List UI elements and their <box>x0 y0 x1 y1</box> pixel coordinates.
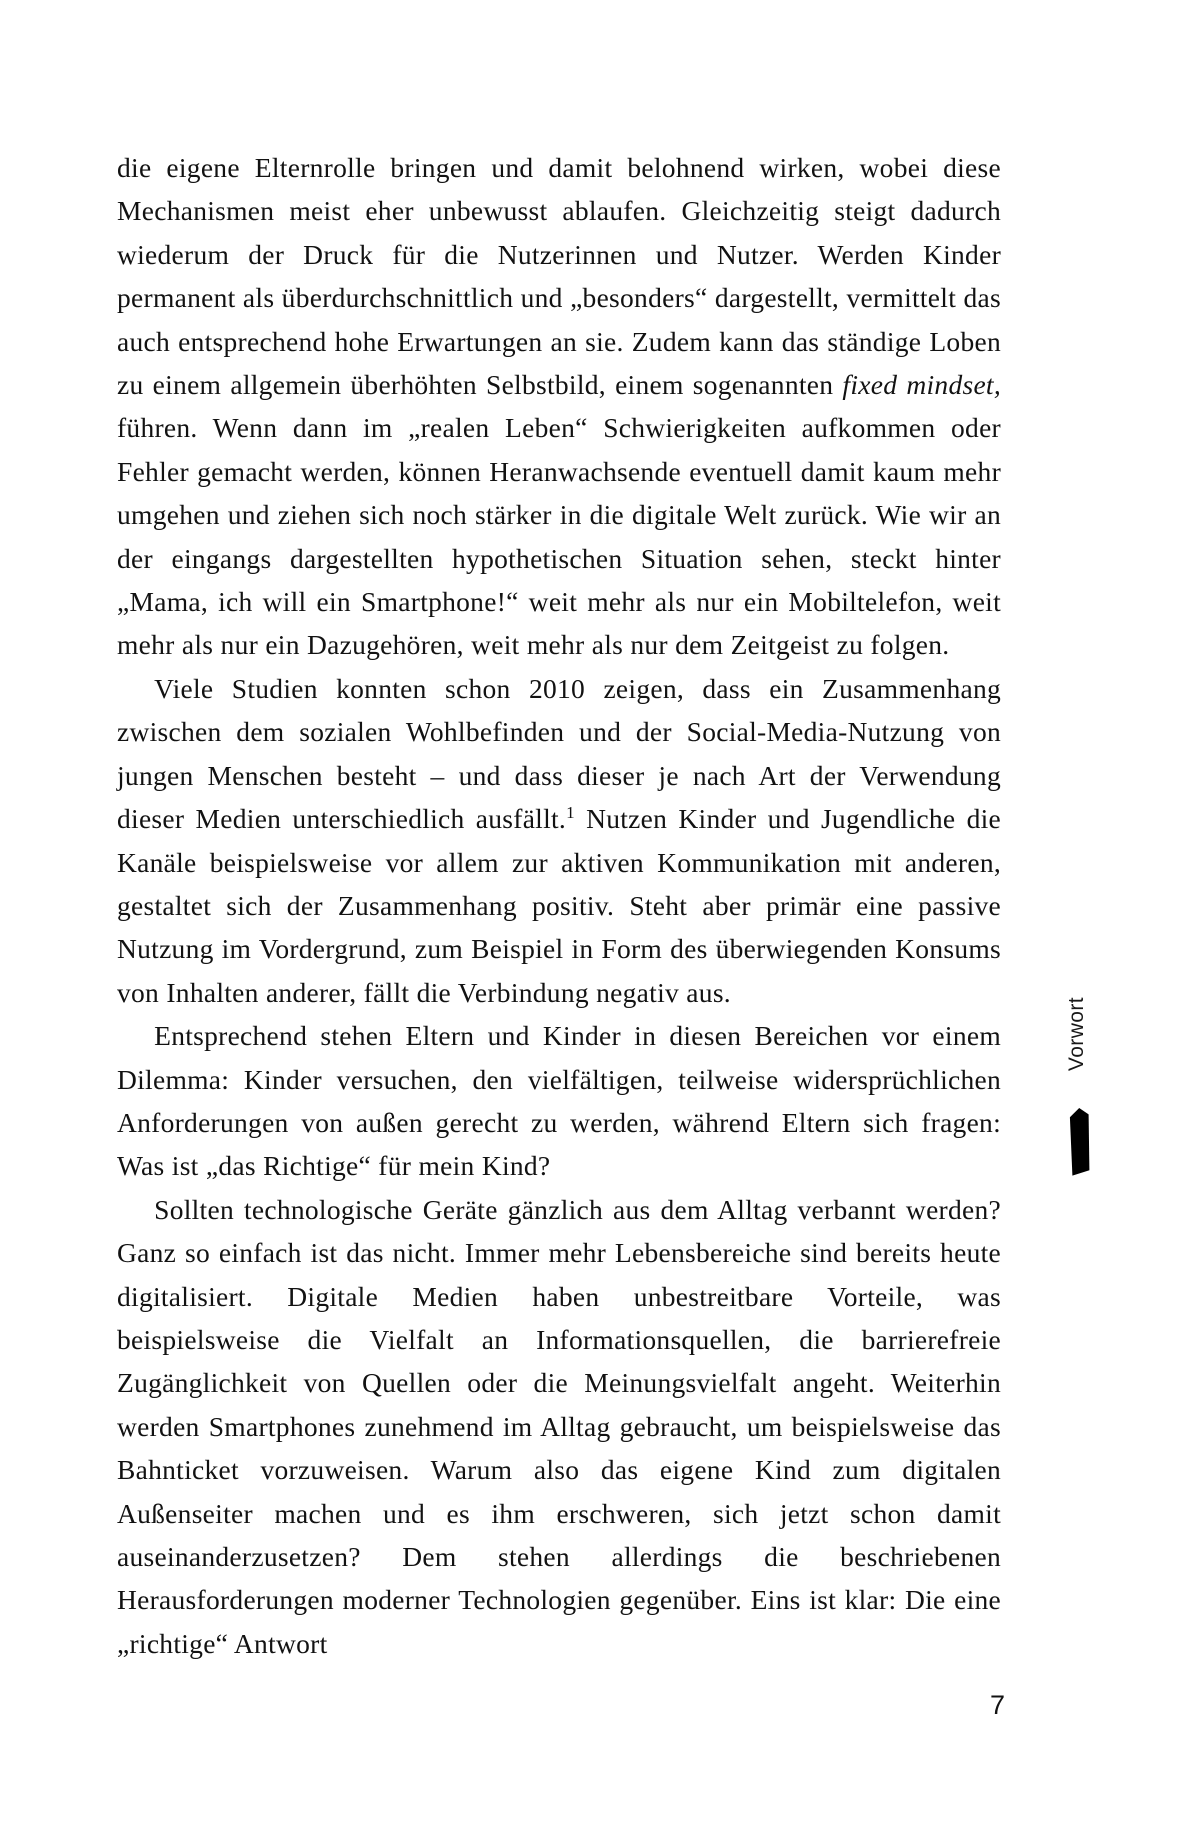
text-run: Viele Studien konnten schon 2010 zeigen, dass ein Zusammenhang zwischen dem sozialen Wohlbefinden und der Social-Media-Nutzung von jungen Menschen besteht – und dass dieser je nach Art der Verwendung dieser Medien unterschiedlich ausfällt. <box>117 672 1001 835</box>
text-run: Nutzen Kinder und Jugendliche die Kanäle beispielsweise vor allem zur aktiven Kommunikation mit anderen, gestaltet sich der Zusammenhang positiv. Steht aber primär eine passive Nutzung im Vordergrund, zum Beispiel in Form des überwiegenden Konsums von Inhalten anderer, fällt die Verbindung negativ aus. <box>117 803 1001 1008</box>
paragraph <box>117 146 1001 667</box>
body-text-column <box>117 146 1001 1665</box>
text-run: Sollten technologische Geräte gänzlich aus dem Alltag verbannt werden? Ganz so einfach ist das nicht. Immer mehr Lebensbereiche sind bereits heute digitalisiert. Digitale Medien haben unbestreitbare Vorteile, was beispielsweise die Vielfalt an Informationsquellen, die barrierefreie Zugänglichkeit von Quellen oder die Meinungsvielfalt angeht. Weiterhin werden Smartphones zunehmend im Alltag gebraucht, um beispielsweise das Bahnticket vorzuweisen. Warum also das eigene Kind zum digitalen Außenseiter machen und es ihm erschweren, sich jetzt schon damit auseinanderzusetzen? Dem stehen allerdings die beschriebenen Herausforderungen moderner Technologien gegenüber. Eins ist klar: Die eine „richtige“ Antwort <box>117 1193 1001 1659</box>
emphasis-term: fixed mindset, <box>842 369 1001 401</box>
page-number: 7 <box>989 1690 1005 1720</box>
running-head-label: Vorwort <box>1065 996 1088 1072</box>
bookmark-tab-icon <box>1069 1108 1090 1176</box>
paragraph <box>117 1188 1001 1665</box>
paragraph <box>117 1014 1001 1188</box>
running-head-side-tab <box>1055 960 1115 1180</box>
text-run: führen. Wenn dann im „realen Leben“ Schwierigkeiten aufkommen oder Fehler gemacht werden, können Heranwachsende eventuell damit kaum mehr umgehen und ziehen sich noch stärker in die digitale Welt zurück. Wie wir an der eingangs dargestellten hypothetischen Situation sehen, steckt hinter „Mama, ich will ein Smartphone!“ weit mehr als nur ein Mobiltelefon, weit mehr als nur ein Dazugehören, weit mehr als nur dem Zeitgeist zu folgen. <box>117 412 1001 661</box>
paragraph <box>117 667 1001 1014</box>
text-run: die eigene Elternrolle bringen und damit belohnend wirken, wobei diese Mechanismen meist eher unbewusst ablaufen. Gleichzeitig steigt dadurch wiederum der Druck für die Nutzerinnen und Nutzer. Werden Kinder permanent als überdurchschnittlich und „besonders“ dargestellt, vermittelt das auch entsprechend hohe Erwartungen an sie. Zudem kann das ständige Loben zu einem allgemein überhöhten Selbstbild, einem sogenannten <box>117 152 1001 401</box>
footnote-reference: 1 <box>566 802 575 822</box>
text-run: Entsprechend stehen Eltern und Kinder in diesen Bereichen vor einem Dilemma: Kinder versuchen, den vielfältigen, teilweise widersprüchlichen Anforderungen von außen gerecht zu werden, während Eltern sich fragen: Was ist „das Richtige“ für mein Kind? <box>117 1020 1001 1182</box>
